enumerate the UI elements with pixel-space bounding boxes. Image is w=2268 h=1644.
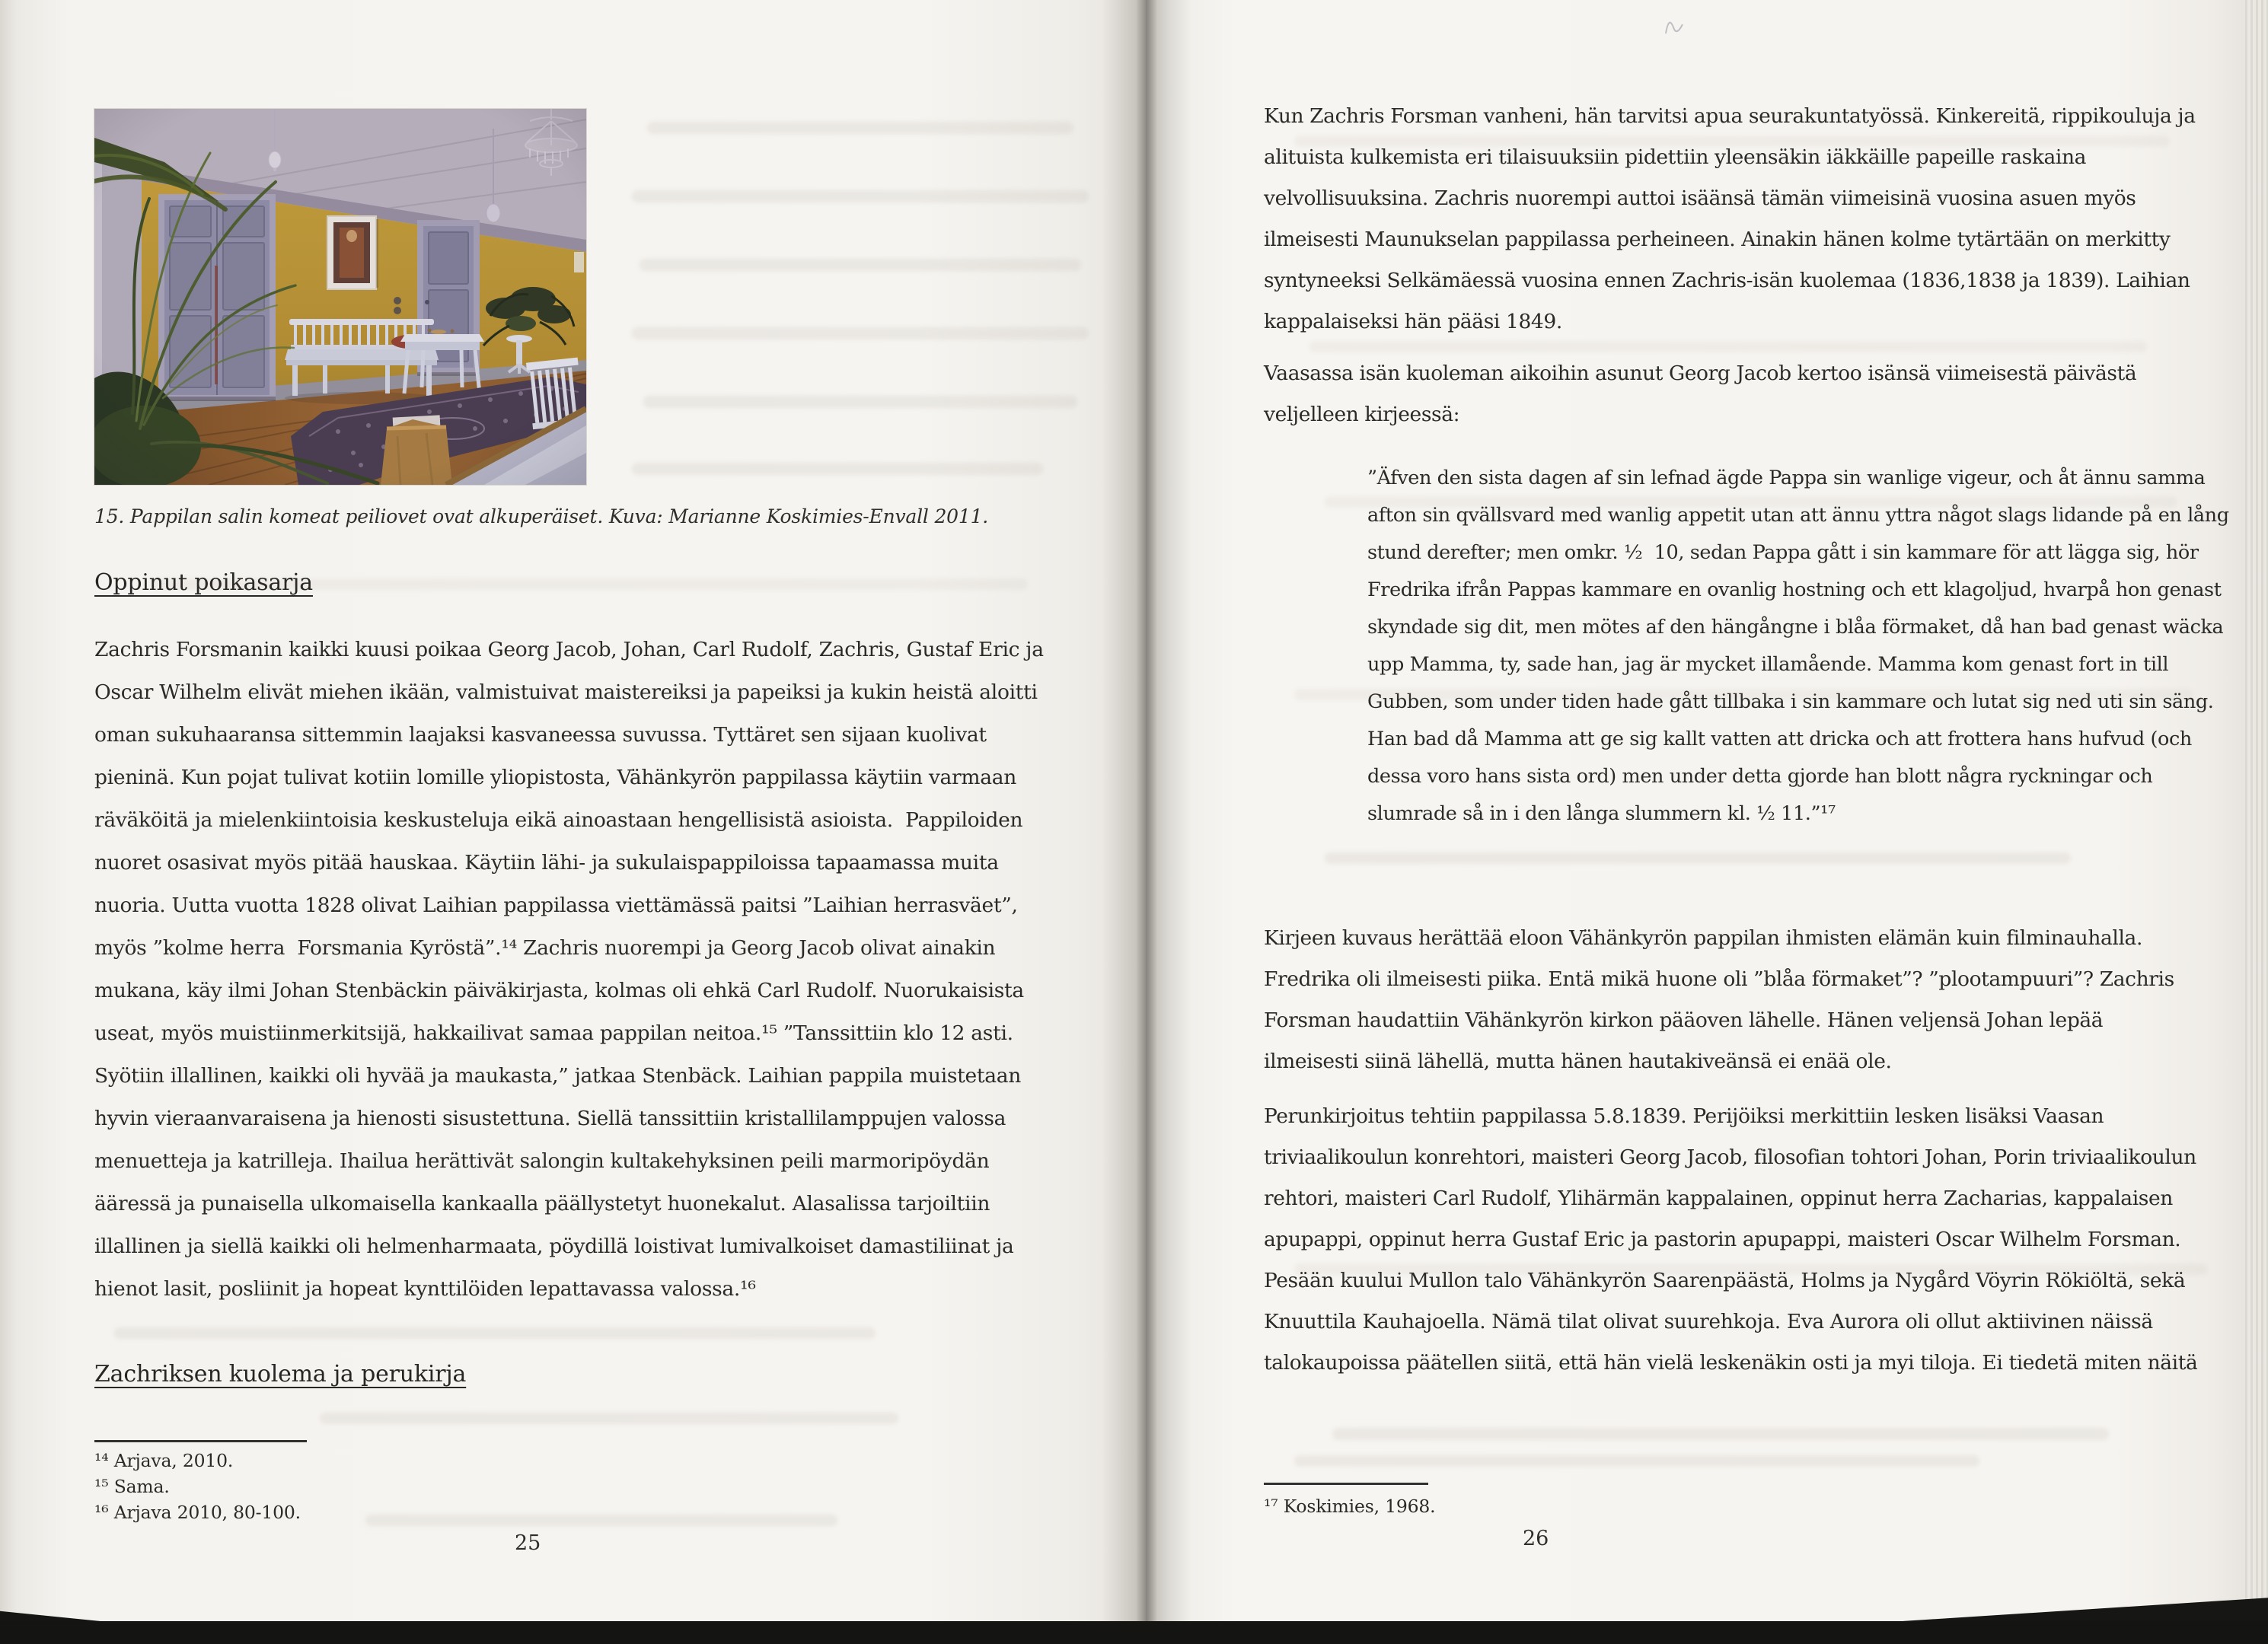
text-line: talokaupoissa päätellen siitä, että hän vielä leskenäkin osti ja myi tiloja. Ei tiedetä miten näitä: [1264, 1351, 2198, 1375]
text-line: ilmeisesti Maunukselan pappilassa perheineen. Ainakin hänen kolme tytärtään on merkitty: [1264, 228, 2171, 251]
quote-line: Han bad då Mamma att ge sig kallt vatten att dricka och att frottera hans hufvud (och: [1367, 728, 2192, 750]
text-line: useat, myös muistiinmerkitsijä, hakkailivat samaa pappilan neitoa.¹⁵ ”Tanssittiin klo 12 asti.: [94, 1021, 1013, 1045]
letter-quote: [1367, 460, 2229, 833]
text-line: alituista kulkemista eri tilaisuuksiin pidettiin yleensäkin iäkkäille papeille raskaina: [1264, 145, 2087, 169]
text-line: myös ”kolme herra Forsmania Kyröstä”.¹⁴ Zachris nuorempi ja Georg Jacob olivat ainakin: [94, 936, 996, 960]
right-footnotes: [1264, 1493, 1435, 1519]
quote-line: ”Äfven den sista dagen af sin lefnad ägde Pappa sin wanlige vigeur, och åt ännu samma: [1367, 467, 2206, 489]
text-line: syntyneeksi Selkämäessä vuosina ennen Zachris-isän kuolemaa (1836,1838 ja 1839). Laihian: [1264, 269, 2190, 292]
text-line: Oscar Wilhelm elivät miehen ikään, valmistuivat maistereiksi ja papeiksi ja kukin heistä aloitti: [94, 680, 1038, 704]
text-line: nuoria. Uutta vuotta 1828 olivat Laihian pappilassa viettämässä paitsi ”Laihian herrasväet”,: [94, 894, 1018, 917]
left-footnotes: [94, 1448, 301, 1525]
text-line: rehtori, maisteri Carl Rudolf, Ylihärmän kappalainen, oppinut herra Zacharias, kappalaisen: [1264, 1187, 2173, 1210]
text-line: Vaasassa isän kuoleman aikoihin asunut Georg Jacob kertoo isänsä viimeisestä päivästä: [1264, 362, 2137, 385]
text-line: veljelleen kirjeessä:: [1264, 403, 1460, 426]
right-paragraph-2: [1264, 353, 2136, 435]
text-line: Kirjeen kuvaus herättää eloon Vähänkyrön pappilan ihmisten elämän kuin filminauhalla.: [1264, 926, 2142, 950]
right-paragraph-4: [1264, 1096, 2197, 1384]
footnote: ¹⁴ Arjava, 2010.: [94, 1450, 234, 1471]
section-heading-zachriksen-kuolema: Zachriksen kuolema ja perukirja: [94, 1361, 467, 1388]
page-edges: [2245, 0, 2268, 1644]
quote-line: skyndade sig dit, men mötes af den hängångne i blåa förmaket, då han bad genast wäcka: [1367, 616, 2224, 639]
page-number-left: 25: [515, 1531, 541, 1555]
footnote: ¹⁷ Koskimies, 1968.: [1264, 1496, 1436, 1517]
photo-caption: 15. Pappilan salin komeat peiliovet ovat alkuperäiset. Kuva: Marianne Koskimies-Envall 2011.: [94, 505, 989, 527]
text-line: hyvin vieraanvaraisena ja hienosti sisustettuna. Siellä tanssittiin kristallilamppujen valossa: [94, 1107, 1006, 1130]
text-line: menuetteja ja katrilleja. Ihailua herättivät salongin kultakehyksinen peili marmoripöydän: [94, 1149, 990, 1173]
quote-line: Gubben, som under tiden hade gått tillbaka i sin kammare och lutat sig ned uti sin säng.: [1367, 690, 2214, 713]
text-line: Forsman haudattiin Vähänkyrön kirkon pääoven lähelle. Hänen veljensä Johan lepää: [1264, 1008, 2104, 1032]
text-line: Perunkirjoitus tehtiin pappilassa 5.8.1839. Perijöiksi merkittiin lesken lisäksi Vaasan: [1264, 1104, 2104, 1128]
footnote: ¹⁶ Arjava 2010, 80-100.: [94, 1502, 301, 1523]
text-line: Pesään kuului Mullon talo Vähänkyrön Saarenpäästä, Holms ja Nygård Vöyrin Rökiöltä, sekä: [1264, 1269, 2186, 1292]
quote-line: upp Mamma, ty, sade han, jag är mycket illamående. Mamma kom genast fort in till: [1367, 653, 2169, 676]
text-line: ilmeisesti siinä lähellä, mutta hänen hautakiveänsä ei enää ole.: [1264, 1050, 1892, 1073]
text-line: oman sukuhaaransa sittemmin laajaksi kasvaneessa suvussa. Tyttäret sen sijaan kuolivat: [94, 723, 987, 747]
text-line: pieninä. Kun pojat tulivat kotiin lomille yliopistosta, Vähänkyrön pappilassa käytiin varmaan: [94, 766, 1016, 789]
text-line: ääressä ja punaisella ulkomaisella kankaalla päällystetyt huonekalut. Alasalissa tarjoiltiin: [94, 1192, 990, 1215]
quote-line: slumrade så in i den långa slummern kl. ½ 11.”¹⁷: [1367, 802, 1836, 825]
text-line: mukana, käy ilmi Johan Stenbäckin päiväkirjasta, kolmas oli ehkä Carl Rudolf. Nuorukaisista: [94, 979, 1024, 1002]
text-line: velvollisuuksina. Zachris nuorempi auttoi isäänsä tämän viimeisinä vuosina asuen myös: [1264, 186, 2136, 210]
quote-line: afton sin qvällsvard med wanlig appetit utan att ännu yttra något slags lidande på en lång: [1367, 504, 2229, 527]
text-line: räväköitä ja mielenkiintoisia keskusteluja eikä ainoastaan hengellisistä asioista. Pappiloiden: [94, 808, 1023, 832]
scan-background: [0, 1621, 2268, 1644]
pencil-mark: [1661, 11, 1692, 44]
text-line: hienot lasit, posliinit ja hopeat kynttilöiden lepattavassa valossa.¹⁶: [94, 1277, 756, 1301]
interior-photo: [94, 109, 586, 485]
quote-line: Fredrika ifrån Pappas kammare en ovanlig hostning och ett klagoljud, hvarpå hon genast: [1367, 578, 2222, 601]
text-line: Knuuttila Kauhajoella. Nämä tilat olivat suurehkoja. Eva Aurora oli ollut aktiivinen näissä: [1264, 1310, 2153, 1333]
section-heading-oppinut-poikasarja: Oppinut poikasarja: [94, 569, 313, 596]
text-line: Fredrika oli ilmeisesti piika. Entä mikä huone oli ”blåa förmaket”? ”plootampuuri”? Zachris: [1264, 967, 2174, 991]
right-paragraph-1: [1264, 96, 2196, 342]
quote-line: stund derefter; men omkr. ½ 10, sedan Pappa gått i sin kammare för att lägga sig, hör: [1367, 541, 2199, 564]
text-line: illallinen ja siellä kaikki oli helmenharmaata, pöydillä loistivat lumivalkoiset damastiliinat ja: [94, 1235, 1014, 1258]
text-line: Kun Zachris Forsman vanheni, hän tarvitsi apua seurakuntatyössä. Kinkereitä, rippikouluja ja: [1264, 104, 2196, 128]
quote-line: dessa voro hans sista ord) men under detta gjorde han blott några ryckningar och: [1367, 765, 2153, 788]
page-number-right: 26: [1523, 1527, 1549, 1550]
text-line: Zachris Forsmanin kaikki kuusi poikaa Georg Jacob, Johan, Carl Rudolf, Zachris, Gustaf Eric ja: [94, 638, 1044, 661]
right-paragraph-3: [1264, 918, 2174, 1082]
text-line: triviaalikoulun konrehtori, maisteri Georg Jacob, filosofian tohtori Johan, Porin triviaalikoulun: [1264, 1145, 2196, 1169]
text-line: Syötiin illallinen, kaikki oli hyvää ja maukasta,” jatkaa Stenbäck. Laihian pappila muistetaan: [94, 1064, 1022, 1088]
footnote: ¹⁵ Sama.: [94, 1476, 170, 1497]
left-body-text: [94, 629, 1044, 1311]
text-line: apupappi, oppinut herra Gustaf Eric ja pastorin apupappi, maisteri Oscar Wilhelm Forsman.: [1264, 1228, 2181, 1251]
footnote-separator: [1264, 1483, 1428, 1485]
footnote-separator: [94, 1440, 307, 1442]
text-line: kappalaiseksi hän pääsi 1849.: [1264, 310, 1562, 333]
text-line: nuoret osasivat myös pitää hauskaa. Käytiin lähi- ja sukulaispappiloissa tapaamassa muita: [94, 851, 999, 875]
